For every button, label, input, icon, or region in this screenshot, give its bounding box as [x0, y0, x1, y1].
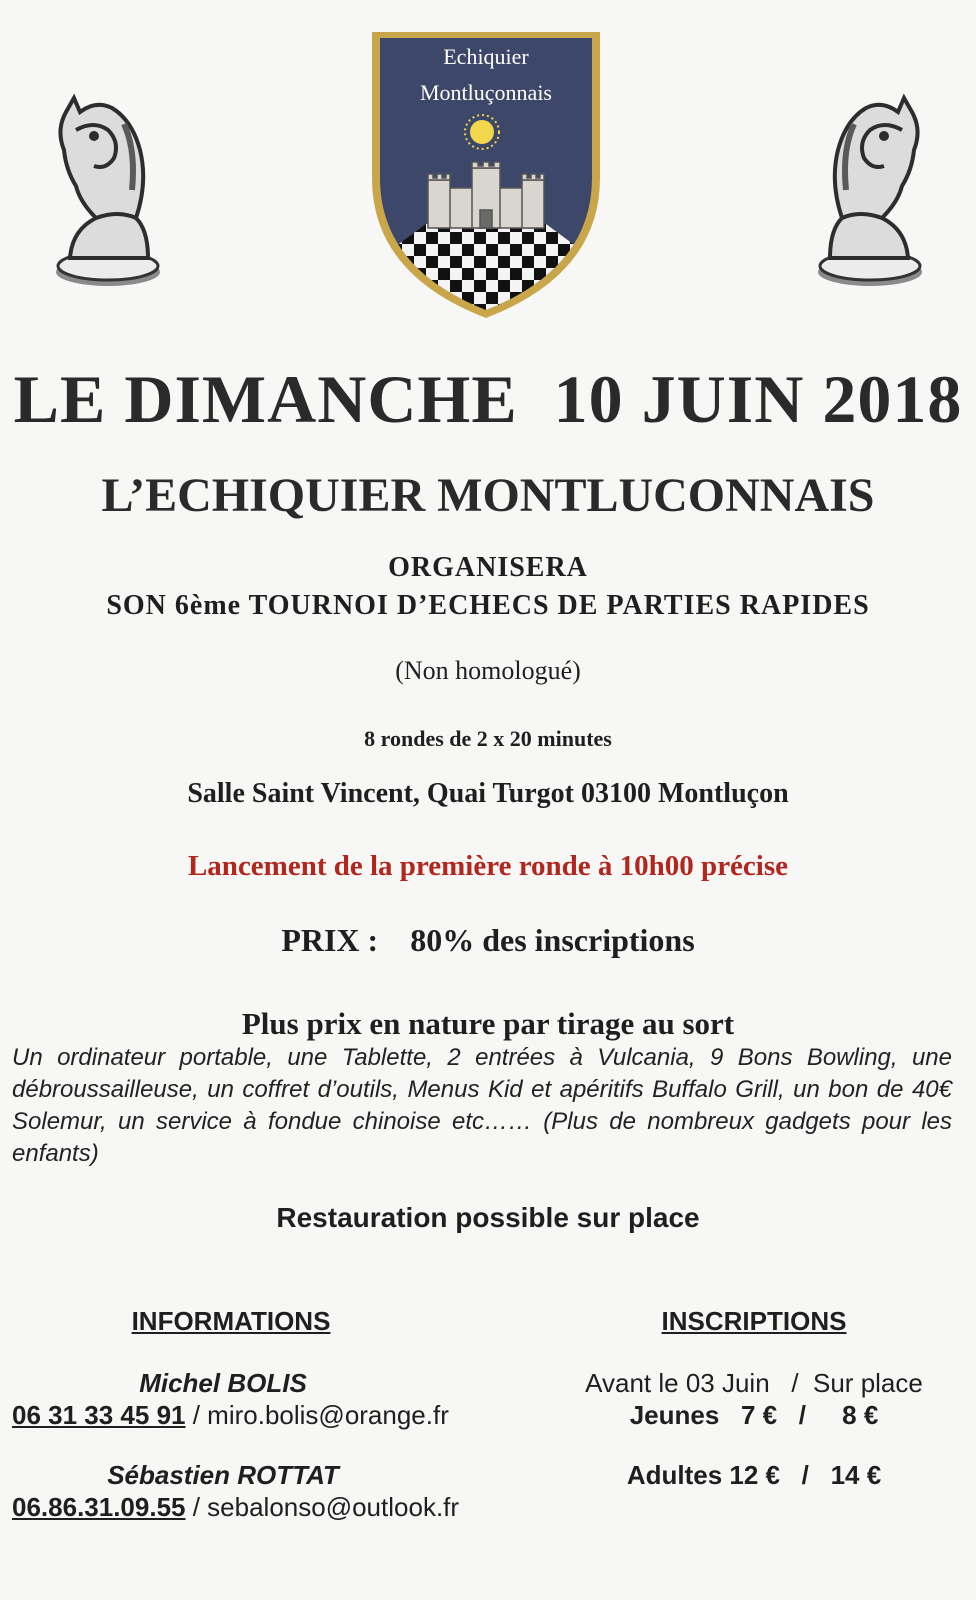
contact-name: Michel BOLIS	[139, 1368, 307, 1398]
contact-email[interactable]: / miro.bolis@orange.fr	[185, 1400, 449, 1430]
organise-label: ORGANISERA	[388, 552, 588, 583]
fees-header-row: Avant le 03 Juin / Sur place	[585, 1368, 923, 1398]
chess-knight-icon	[812, 90, 942, 290]
fees-youth-row: Jeunes 7 € / 8 €	[629, 1400, 879, 1430]
inscriptions-heading: INSCRIPTIONS	[661, 1306, 847, 1336]
venue-address: Salle Saint Vincent, Quai Turgot 03100 Montluçon	[187, 778, 789, 809]
contact-phone[interactable]: 06.86.31.09.55	[12, 1492, 186, 1522]
club-name: L’ECHIQUIER MONTLUCONNAIS	[101, 469, 875, 522]
start-time-notice: Lancement de la première ronde à 10h00 précise	[187, 850, 789, 882]
contact-email[interactable]: / sebalonso@outlook.fr	[185, 1492, 460, 1522]
prizes-list: Un ordinateur portable, une Tablette, 2 entrées à Vulcania, 9 Bons Bowling, une débroussailleuse, un coffret d’outils, Menus Kid et apéritifs Buffalo Grill, un bon de 40€ Solemur, un service à fondue chinoise etc…… (Plus de nombreux gadgets pour les enfants)	[12, 1044, 952, 1167]
catering-note: Restauration possible sur place	[276, 1202, 700, 1233]
informations-heading: INFORMATIONS	[131, 1306, 331, 1336]
prizes-in-kind-title: Plus prix en nature par tirage au sort	[241, 1006, 735, 1041]
rounds-info: 8 rondes de 2 x 20 minutes	[364, 726, 612, 751]
chess-knight-icon	[36, 90, 166, 290]
club-logo	[366, 28, 606, 318]
logo-line1: Echiquier	[443, 44, 529, 69]
contact-line	[12, 1400, 449, 1431]
fees-adult-row: Adultes 12 € / 14 €	[626, 1460, 882, 1490]
prize-pool: PRIX : 80% des inscriptions	[281, 922, 695, 958]
homologation-note: (Non homologué)	[395, 656, 581, 685]
logo-line2: Montluçonnais	[420, 80, 552, 105]
contact-line	[12, 1492, 459, 1523]
contact-name: Sébastien ROTTAT	[107, 1460, 339, 1490]
tournament-title: SON 6ème TOURNOI D’ECHECS DE PARTIES RAPIDES	[106, 590, 870, 621]
event-date-headline: LE DIMANCHE 10 JUIN 2018	[13, 361, 963, 437]
contact-phone[interactable]: 06 31 33 45 91	[12, 1400, 186, 1430]
